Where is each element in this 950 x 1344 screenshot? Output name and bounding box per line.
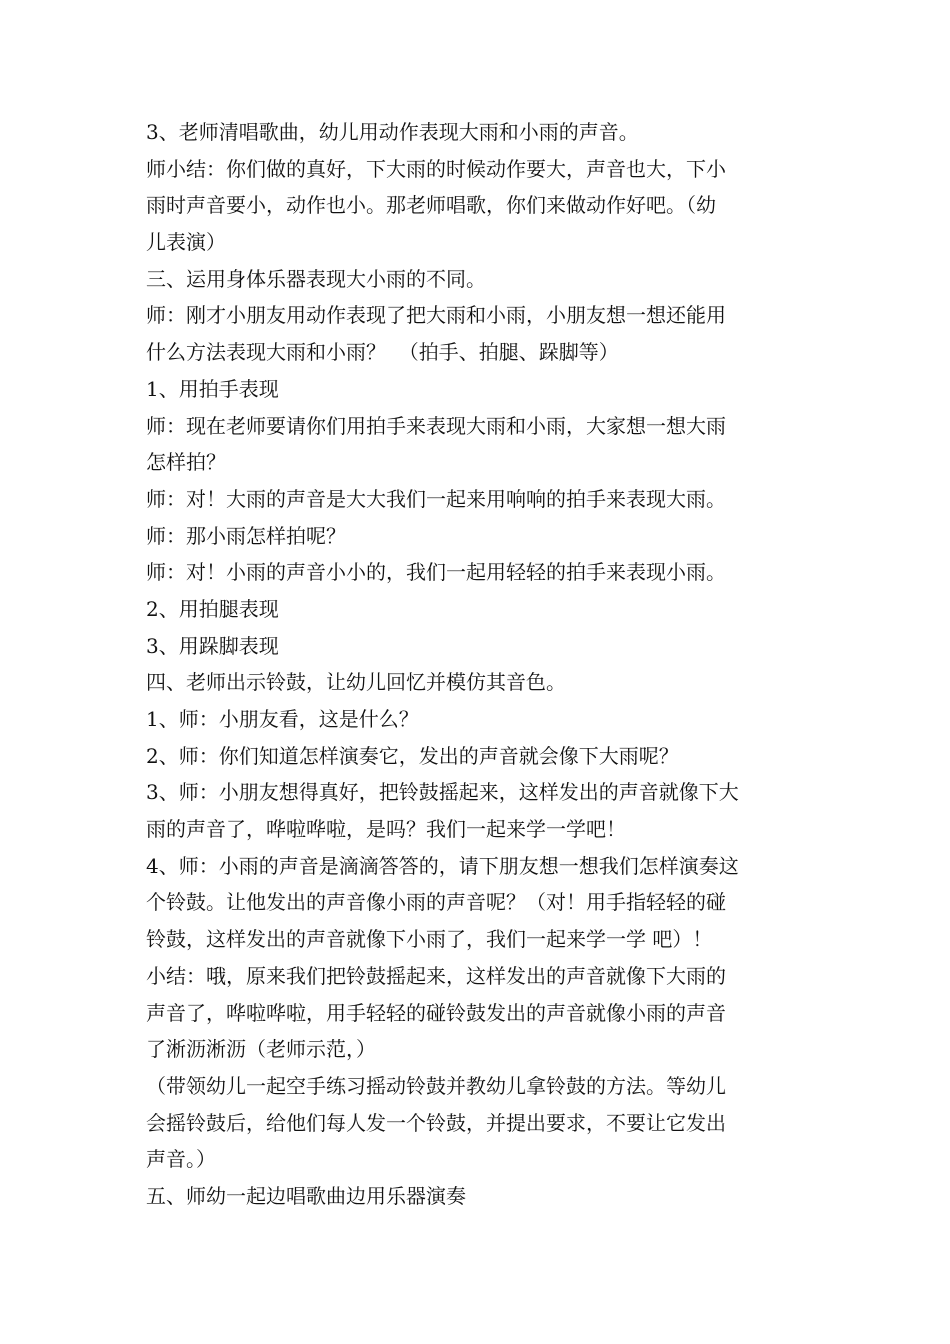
text-line: 铃鼓，这样发出的声音就像下小雨了，我们一起来学一学 吧）！ [146,927,713,952]
text-line: 师：现在老师要请你们用拍手来表现大雨和小雨，大家想一想大雨 [146,413,726,438]
text-line: 个铃鼓。让他发出的声音像小雨的声音呢？（对！用手指轻轻的碰 [146,890,726,915]
text-line: 2、师：你们知道怎样演奏它，发出的声音就会像下大雨呢？ [146,743,679,768]
text-line: 1、用拍手表现 [146,376,279,401]
text-line: 雨时声音要小，动作也小。那老师唱歌，你们来做动作好吧。（幼 [146,193,716,218]
text-line: 儿表演） [146,230,226,255]
text-line: 师小结：你们做的真好，下大雨的时候动作要大，声音也大，下小 [146,156,726,181]
text-line: 3、老师清唱歌曲，幼儿用动作表现大雨和小雨的声音。 [146,120,639,144]
text-line: 1、师：小朋友看，这是什么？ [146,707,419,731]
text-line: 师：对！小雨的声音小小的，我们一起用轻轻的拍手来表现小雨。 [146,560,726,585]
text-line: （带领幼儿一起空手练习摇动铃鼓并教幼儿拿铃鼓的方法。等幼儿 [146,1073,726,1098]
text-line: 3、师：小朋友想得真好，把铃鼓摇起来，这样发出的声音就像下大 [146,780,739,805]
section-heading: 五、师幼一起边唱歌曲边用乐器演奏 [146,1183,466,1208]
text-line: 声音。） [146,1147,216,1172]
text-line: 3、用跺脚表现 [146,633,279,658]
text-line: 4、师：小雨的声音是滴滴答答的，请下朋友想一想我们怎样演奏这 [146,853,739,878]
text-line: 雨的声音了，哗啦哗啦，是吗？我们一起来学一学吧！ [146,817,626,842]
text-line: 了淅沥淅沥（老师示范，） [146,1037,376,1062]
text-line: 会摇铃鼓后，给他们每人发一个铃鼓，并提出要求，不要让它发出 [146,1110,726,1135]
text-line: 2、用拍腿表现 [146,596,279,621]
document-body [146,114,816,1215]
text-line: 师：那小雨怎样拍呢？ [146,523,346,548]
section-heading: 三、运用身体乐器表现大小雨的不同。 [146,266,486,291]
text-line: 师：对！大雨的声音是大大我们一起来用响响的拍手来表现大雨。 [146,486,726,511]
text-line: 小结：哦，原来我们把铃鼓摇起来，这样发出的声音就像下大雨的 [146,963,726,988]
text-line: 师：刚才小朋友用动作表现了把大雨和小雨，小朋友想一想还能用 [146,303,726,328]
text-line: 声音了，哗啦哗啦，用手轻轻的碰铃鼓发出的声音就像小雨的声音 [146,1000,726,1025]
text-line: 怎样拍？ [146,450,226,475]
section-heading: 四、老师出示铃鼓，让幼儿回忆并模仿其音色。 [146,670,566,695]
text-line: 什么方法表现大雨和小雨？ （拍手、拍腿、跺脚等） [146,340,619,365]
